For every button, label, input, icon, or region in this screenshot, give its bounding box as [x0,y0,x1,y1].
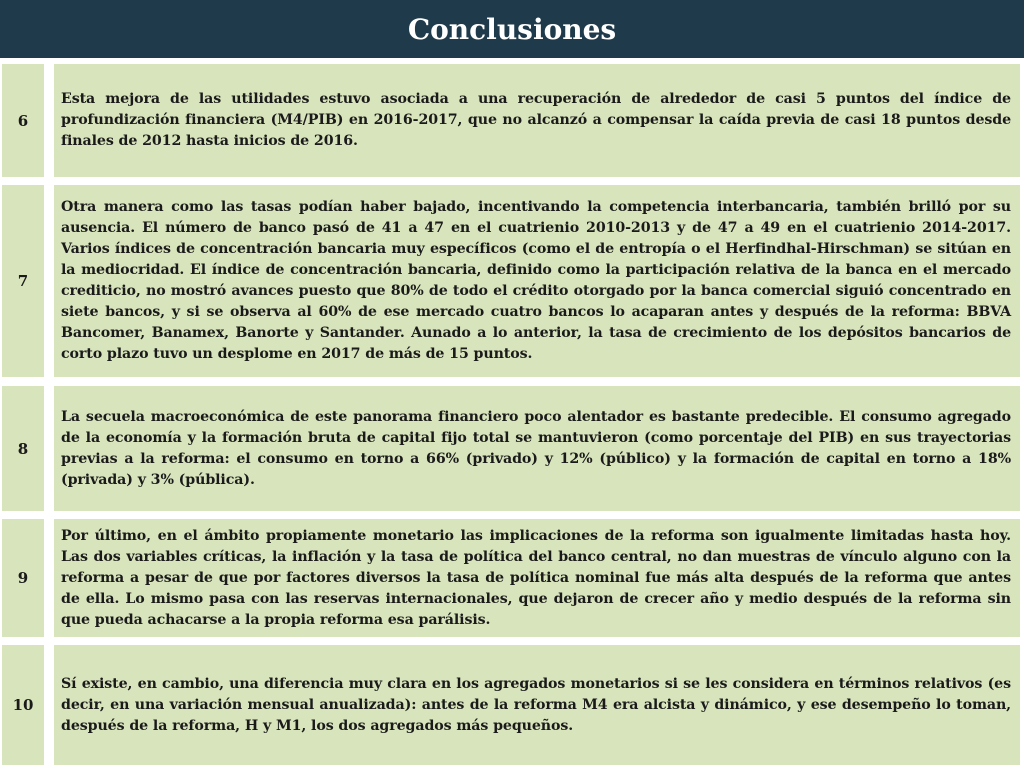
table-row [0,185,1024,377]
title-bar [0,0,1024,58]
table-row [0,64,1024,177]
row-number: 10 [2,645,44,765]
table-row [0,645,1024,765]
row-text-cell [54,386,1020,511]
row-text: Sí existe, en cambio, una diferencia muy clara en los agregados monetarios si se les considera en términos relativos (es decir, en una variación mensual anualizada): antes de la reforma M4 era alcista y dinámico, y ese desempeño lo toman, después de la reforma, H y M1, los dos agregados más pequeños. [61,675,1011,734]
row-text-cell [54,519,1020,637]
row-text: Esta mejora de las utilidades estuvo asociada a una recuperación de alrededor de casi 5 puntos del índice de profundización financiera (M4/PIB) en 2016-2017, que no alcanzó a compensar la caída previa de casi 18 puntos desde finales de 2012 hasta inicios de 2016. [61,91,1011,149]
row-text: La secuela macroeconómica de este panorama financiero poco alentador es bastante predecible. El consumo agregado de la economía y la formación bruta de capital fijo total se mantuvieron (como porcentaje del PIB) en sus trayectorias previas a la reforma: el consumo en torno a 66% (privado) y 12% (público) y la formación de capital en torno a 18% (privada) y 3% (pública). [61,408,1011,488]
table-row [0,519,1024,637]
row-number: 9 [2,519,44,637]
row-text: Otra manera como las tasas podían haber bajado, incentivando la competencia interbancaria, también brilló por su ausencia. El número de banco pasó de 41 a 47 en el cuatrienio 2010-2013 y de 47 a 49 en el cuatrienio 2014-2017. Varios índices de concentración bancaria muy específicos (como el de entropía o el Herfindhal-Hirschman) se sitúan en la mediocridad. El índice de concentración bancaria, definido como la participación relativa de la banca en el mercado crediticio, no mostró avances puesto que 80% de todo el crédito otorgado por la banca comercial siguió concentrado en siete bancos, y si se observa al 60% de ese mercado cuatro bancos lo acaparan antes y después de la reforma: BBVA Bancomer, Banamex, Banorte y Santander. Aunado a lo anterior, la tasa de crecimiento de los depósitos bancarios de corto plazo tuvo un desplome en 2017 de más de 15 puntos. [61,199,1011,362]
row-number: 7 [2,185,44,377]
row-text: Por último, en el ámbito propiamente monetario las implicaciones de la reforma son igualmente limitadas hasta hoy. Las dos variables críticas, la inflación y la tasa de política del banco central, no dan muestras de vínculo alguno con la reforma a pesar de que por factores diversos la tasa de política nominal fue más alta después de la reforma que antes de ella. Lo mismo pasa con las reservas internacionales, que dejaron de crecer año y medio después de la reforma sin que pueda achacarse a la propia reforma esa parálisis. [61,527,1011,628]
row-number: 6 [2,64,44,177]
conclusions-table [0,58,1024,768]
row-text-cell [54,64,1020,177]
table-row [0,386,1024,511]
slide-title: Conclusiones [407,12,617,46]
row-text-cell [54,645,1020,765]
row-text-cell [54,185,1020,377]
row-number: 8 [2,386,44,511]
